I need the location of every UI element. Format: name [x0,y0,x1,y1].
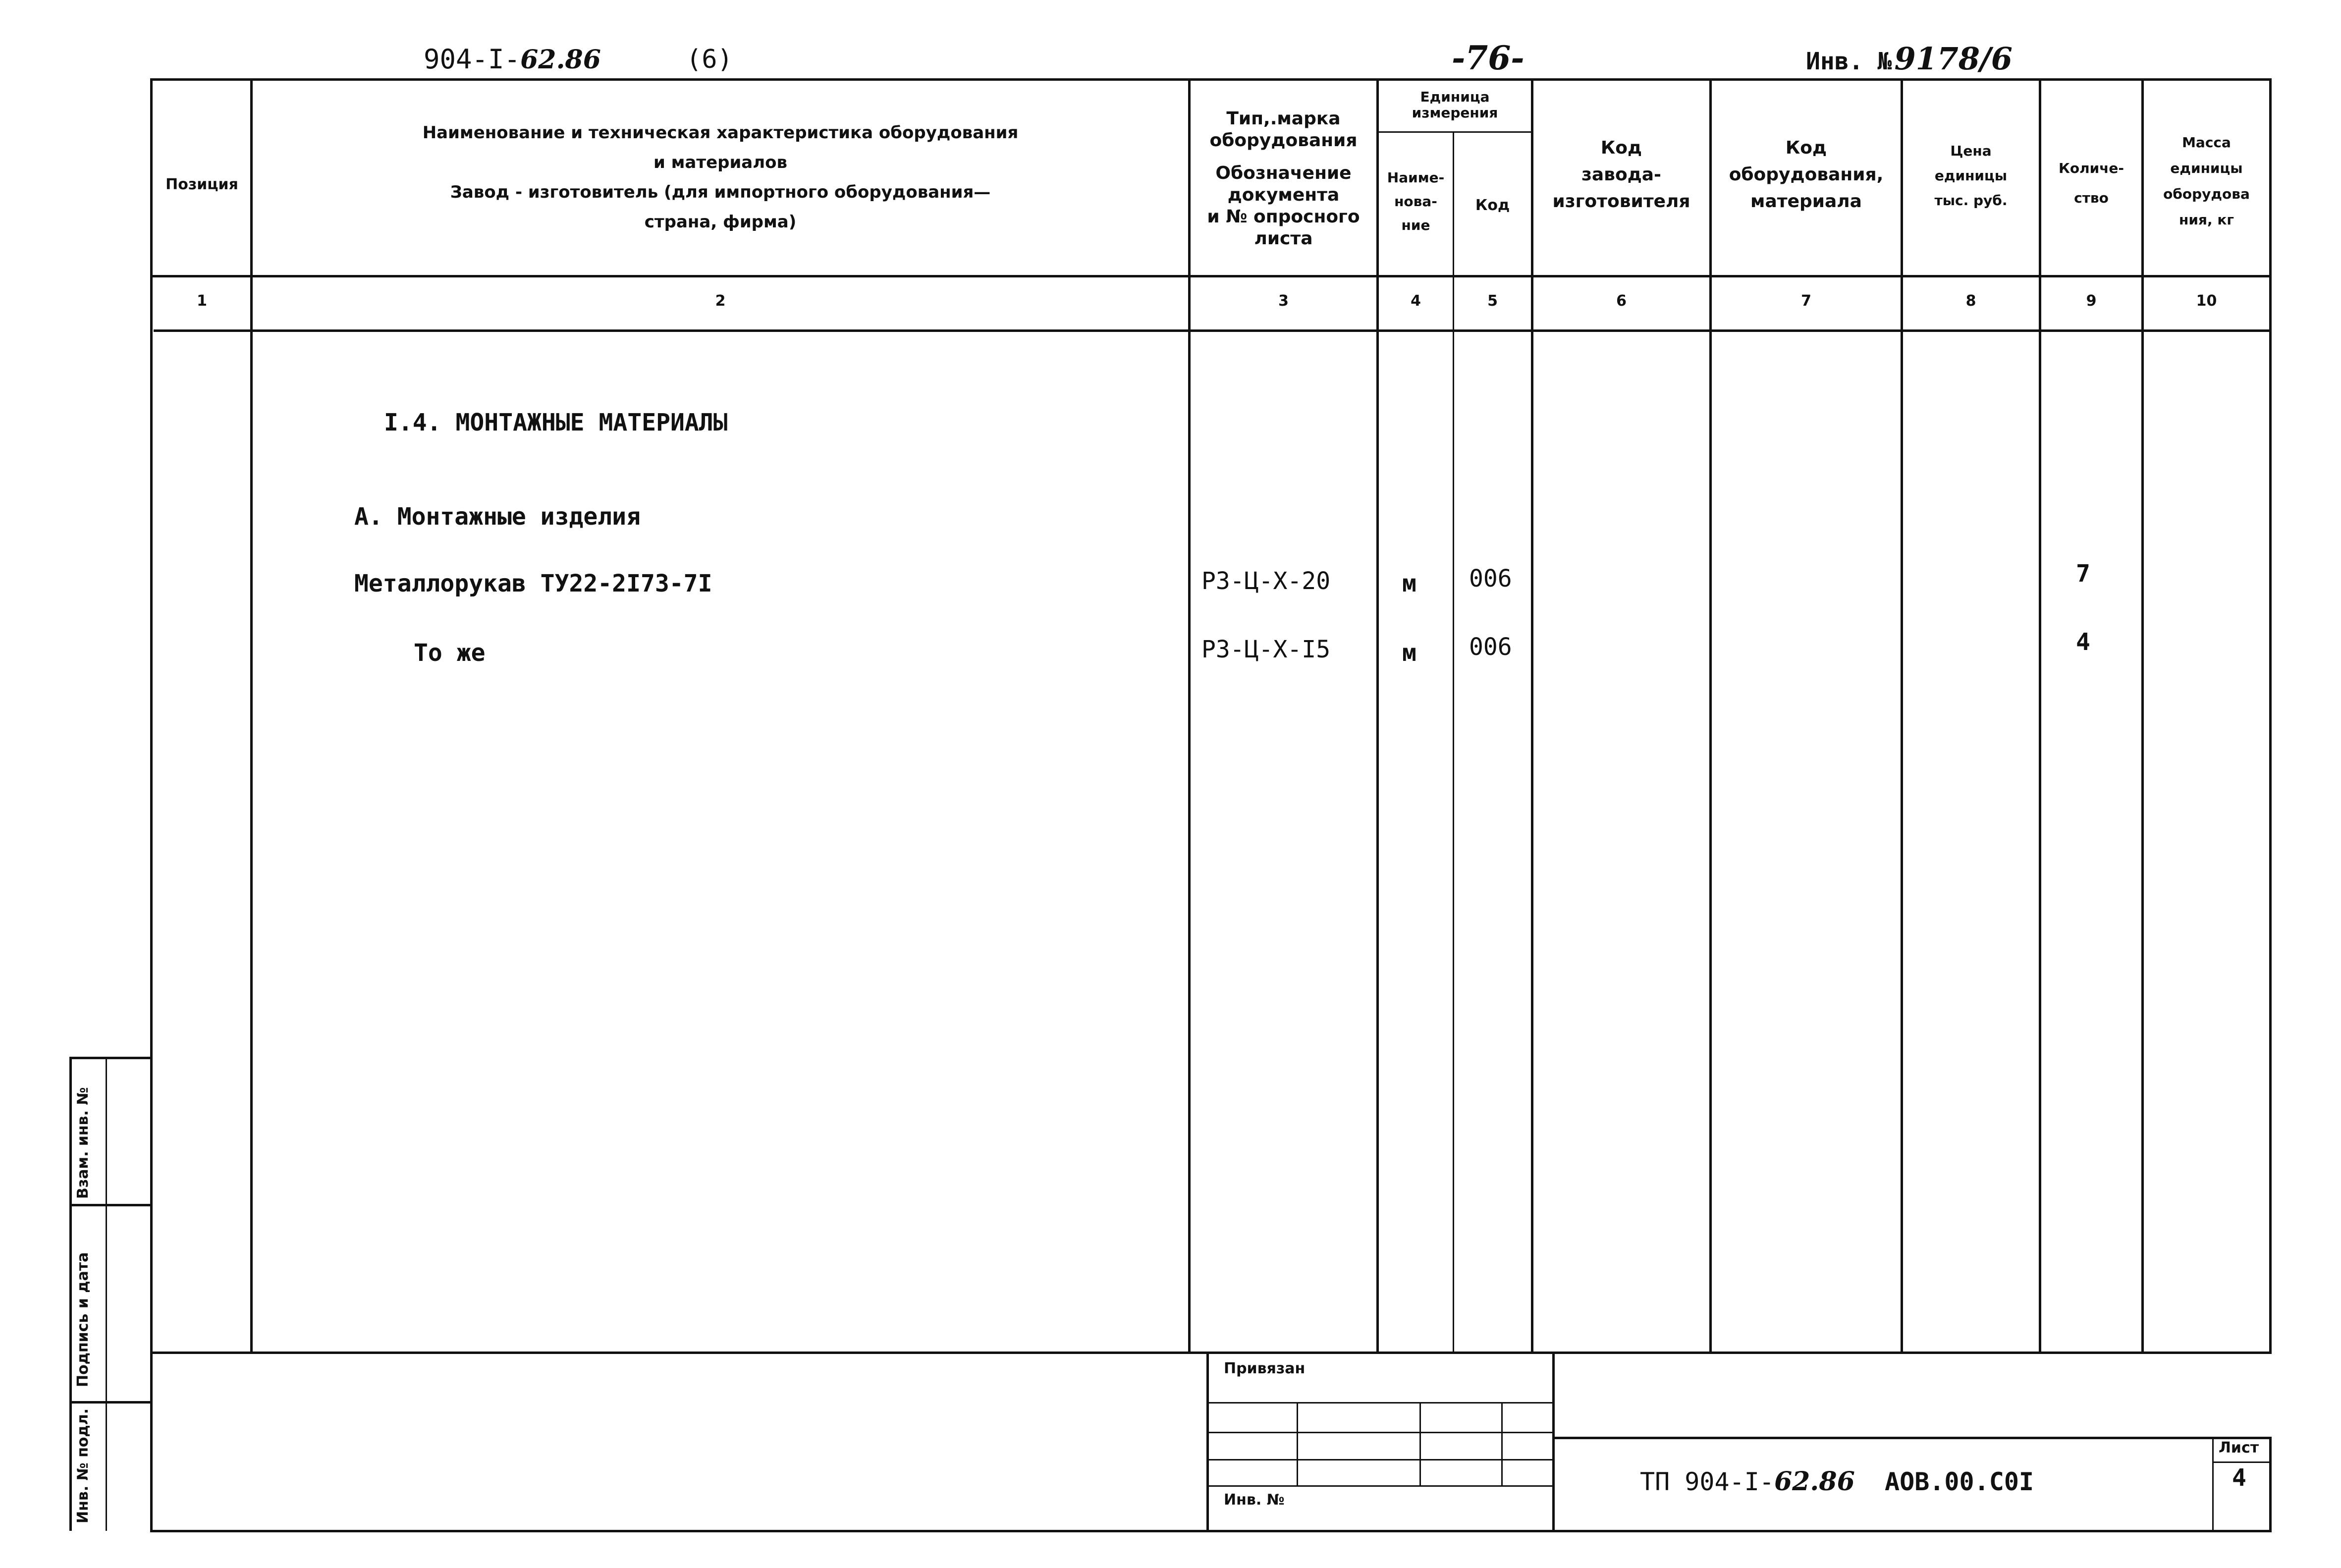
side-field-original-inv: Инв. № подл. [74,1408,92,1523]
item-unit: м [1402,570,1416,597]
item-type: РЗ-Ц-Х-20 [1201,567,1331,595]
page-number: -76- [1452,39,1524,77]
doc-code-handwritten: 62.86 [520,45,601,75]
item-quantity: 7 [2076,560,2090,588]
col-number-5: 5 [1487,292,1498,310]
col-number-2: 2 [715,292,726,310]
item-name: То же [414,639,486,667]
designation-suffix: АОВ.00.С0I [1885,1467,2034,1496]
inventory-number [1806,41,2013,77]
header-material-code: Код оборудования, материала [1729,138,1884,212]
header-unit-group: Единица измерения [1412,89,1498,121]
document-designation [1640,1466,2034,1497]
doc-sheet: (6) [686,45,733,74]
subsection-title: А. Монтажные изделия [354,503,641,531]
item-unit: м [1402,639,1416,667]
section-title: I.4. МОНТАЖНЫЕ МАТЕРИАЛЫ [384,409,728,436]
doc-code-prefix: 904-I- [424,44,521,75]
header-unit-code: Код [1475,197,1510,214]
doc-code [424,44,601,75]
col-number-6: 6 [1616,292,1627,310]
side-field-signature-date: Подпись и дата [74,1252,92,1387]
col-number-7: 7 [1801,292,1811,310]
header-type: Тип,.марка оборудования Обозначение документа и № опросного листа [1207,108,1360,249]
sheet-label: Лист [2219,1439,2259,1457]
item-quantity: 4 [2076,628,2090,656]
header-position: Позиция [165,176,238,193]
header-unit-price: Цена единицы тыс. руб. [1934,143,2008,209]
designation-prefix: ТП 904-I- [1640,1467,1774,1496]
col-number-10: 10 [2196,292,2217,310]
col-number-4: 4 [1411,292,1421,310]
col-number-9: 9 [2086,292,2097,310]
header-name: Наименование и техническая характеристика оборудования и материалов Завод - изготовитель (для импортного оборудования— страна, фирма) [422,123,1019,232]
header-quantity: Количе- ство [2058,160,2124,206]
item-name: Металлорукав ТУ22-2I73-7I [354,570,712,597]
inv-no-label: Инв. № [1224,1491,1285,1509]
privyazan-label: Привязан [1224,1360,1306,1377]
item-unit-code: 006 [1469,565,1512,593]
header-unit-name: Наиме- нова- ние [1387,169,1445,233]
designation-handwritten: 62.86 [1774,1466,1855,1497]
item-unit-code: 006 [1469,633,1512,661]
item-type: РЗ-Ц-Х-I5 [1201,636,1331,663]
col-number-1: 1 [197,292,207,310]
inventory-label: Инв. № [1806,48,1892,75]
sheet-number: 4 [2232,1464,2246,1492]
col-number-8: 8 [1965,292,1976,310]
col-number-3: 3 [1278,292,1289,310]
header-factory-code: Код завода- изготовителя [1552,138,1690,212]
header-unit-mass: Масса единицы оборудова ния, кг [2163,134,2250,228]
inventory-handwritten: 9178/6 [1894,41,2013,77]
side-field-replaced-inv: Взам. инв. № [74,1087,92,1199]
